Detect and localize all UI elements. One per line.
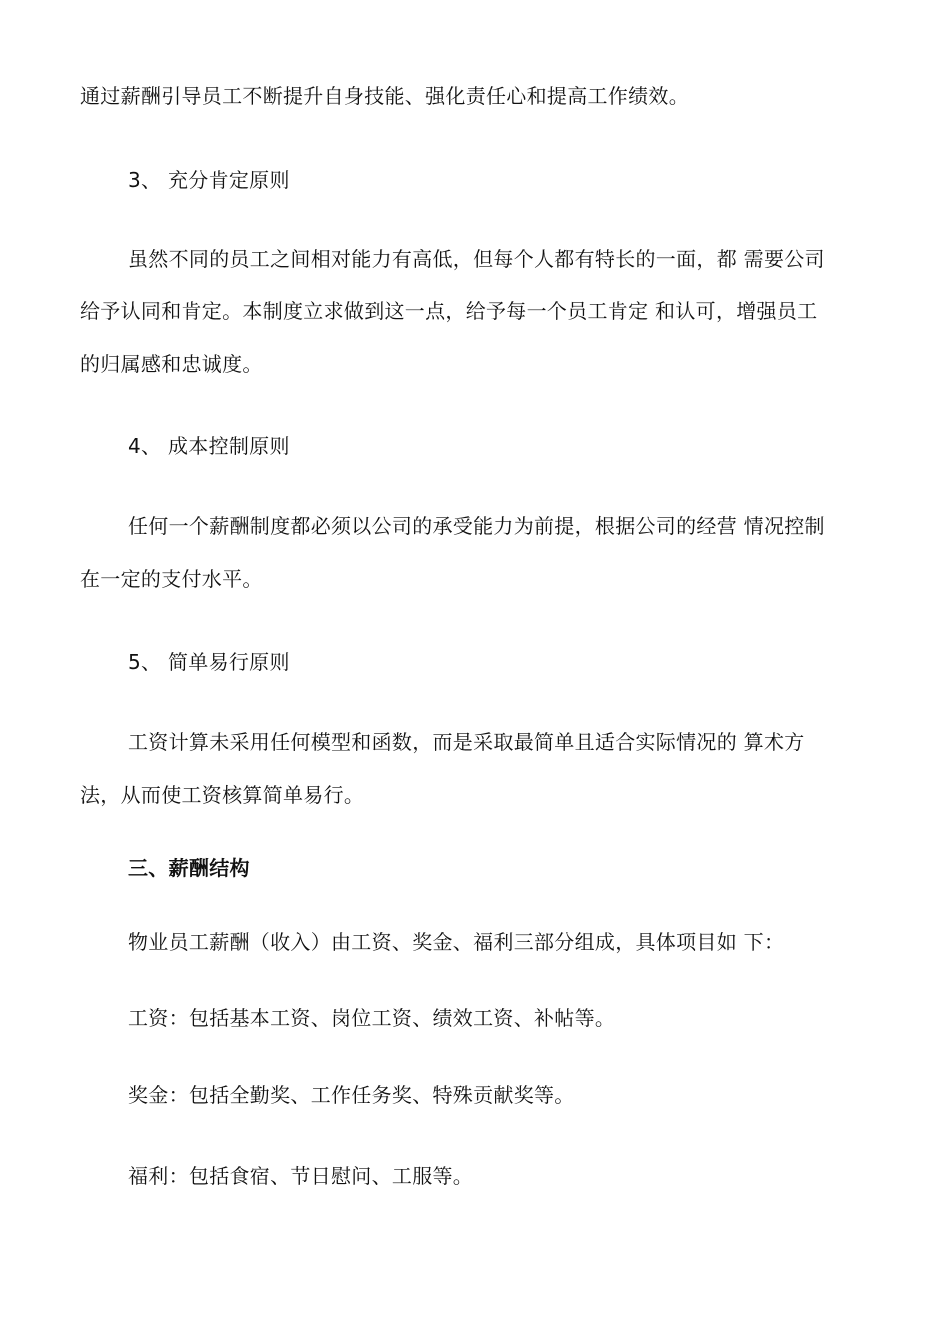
paragraph-text: 工资计算未采用任何模型和函数，而是采取最简单且适合实际情况的 算术方 [128, 730, 805, 754]
paragraph-text: 物业员工薪酬（收入）由工资、奖金、福利三部分组成，具体项目如 下： [128, 930, 785, 954]
paragraph-text: 的归属感和忠诚度。 [80, 352, 263, 376]
chapter-heading: 三、薪酬结构 [128, 856, 250, 880]
paragraph-text: 通过薪酬引导员工不断提升自身技能、强化责任心和提高工作绩效。 [80, 84, 689, 108]
section-heading: 3、 充分肯定原则 [128, 168, 290, 192]
list-item: 奖金：包括全勤奖、工作任务奖、特殊贡献奖等。 [128, 1083, 575, 1107]
section-heading: 4、 成本控制原则 [128, 434, 290, 458]
paragraph-text: 在一定的支付水平。 [80, 567, 263, 591]
section-heading: 5、 简单易行原则 [128, 650, 290, 674]
list-item: 工资：包括基本工资、岗位工资、绩效工资、补帖等。 [128, 1006, 616, 1030]
paragraph-text: 给予认同和肯定。本制度立求做到这一点，给予每一个员工肯定 和认可，增强员工 [80, 299, 818, 323]
list-item: 福利：包括食宿、节日慰问、工服等。 [128, 1164, 474, 1188]
paragraph-text: 虽然不同的员工之间相对能力有高低，但每个人都有特长的一面，都 需要公司 [128, 247, 825, 271]
paragraph-text: 任何一个薪酬制度都必须以公司的承受能力为前提，根据公司的经营 情况控制 [128, 514, 825, 538]
paragraph-text: 法，从而使工资核算简单易行。 [80, 783, 365, 807]
